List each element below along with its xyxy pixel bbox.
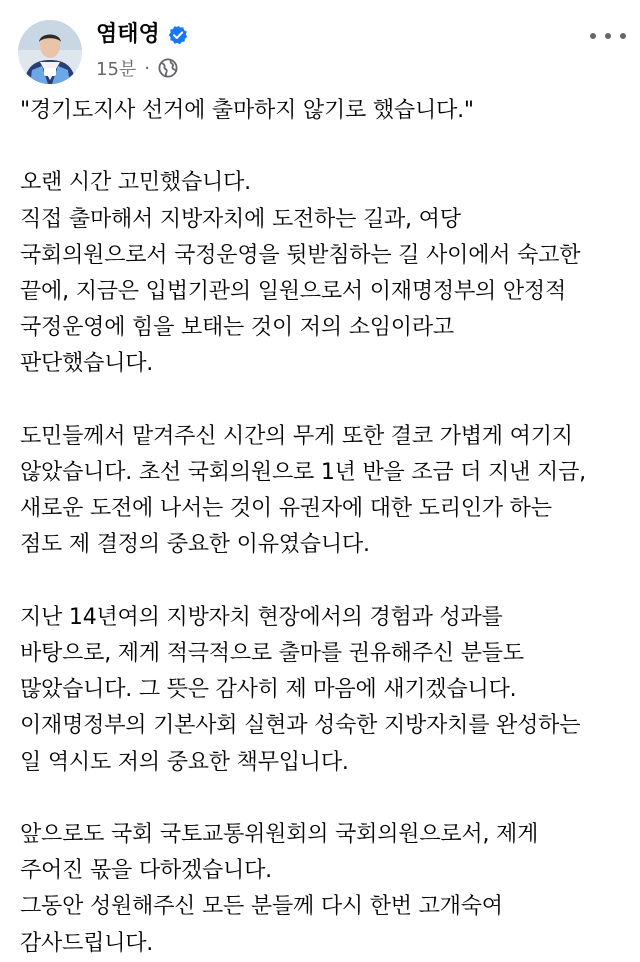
verified-badge-icon	[168, 25, 188, 45]
more-options-button[interactable]	[590, 26, 626, 46]
author-name[interactable]: 염태영	[96, 22, 160, 47]
avatar[interactable]	[18, 20, 82, 84]
post-meta	[96, 56, 178, 80]
post-paragraph	[20, 93, 630, 129]
post-text-line: 국회의원으로서 국정운영을 뒷받침하는 길 사이에서 숙고한	[20, 242, 581, 268]
post-body	[20, 93, 630, 962]
avatar-photo	[18, 20, 82, 84]
globe-icon[interactable]	[158, 58, 178, 78]
post-text-line: 그동안 성원해주신 모든 분들께 다시 한번 고개숙여	[20, 894, 503, 920]
post-paragraph	[20, 419, 630, 564]
post-text-line: 이재명정부의 기본사회 실현과 성숙한 지방자치를 완성하는	[20, 713, 581, 739]
post-text-line: 국정운영에 힘을 보태는 것이 저의 소임이라고	[20, 315, 454, 341]
post-paragraph	[20, 817, 630, 962]
post-text-line: 많았습니다. 그 뜻은 감사히 제 마음에 새기겠습니다.	[20, 677, 517, 703]
post-paragraph	[20, 600, 630, 781]
more-dot	[605, 33, 611, 39]
post-text-line: 오랜 시간 고민했습니다.	[20, 170, 251, 196]
post-text-line: 감사드립니다.	[20, 930, 154, 956]
post-text-line: 도민들께서 맡겨주신 시간의 무게 또한 결코 가볍게 여기지	[20, 423, 573, 449]
post-text-line: "경기도지사 선거에 출마하지 않기로 했습니다."	[20, 98, 474, 123]
post-text-line: 지난 14년여의 지방자치 현장에서의 경험과 성과를	[20, 604, 503, 630]
post-header	[0, 0, 640, 100]
post-text-line: 바탕으로, 제게 적극적으로 출마를 권유해주신 분들도	[20, 641, 524, 666]
more-dot	[620, 33, 626, 39]
post-text-line: 끝에, 지금은 입법기관의 일원으로서 이재명정부의 안정적	[20, 279, 567, 304]
post-text-line: 않았습니다. 초선 국회의원으로 1년 반을 조금 더 지낸 지금,	[20, 460, 586, 485]
meta-separator: ·	[144, 57, 151, 79]
post-text-line: 판단했습니다.	[20, 351, 154, 377]
post-paragraph	[20, 165, 630, 382]
post-text-line: 앞으로도 국회 국토교통위원회의 국회의원으로서, 제게	[20, 822, 539, 847]
post-text-line: 주어진 몫을 다하겠습니다.	[20, 858, 272, 884]
post-text-line: 점도 제 결정의 중요한 이유였습니다.	[20, 532, 370, 558]
post-text-line: 직접 출마해서 지방자치에 도전하는 길과, 여당	[20, 206, 461, 232]
post-text-line: 새로운 도전에 나서는 것이 유권자에 대한 도리인가 하는	[20, 496, 552, 522]
post-text-line: 일 역시도 저의 중요한 책무입니다.	[20, 749, 349, 775]
post-time[interactable]: 15분	[96, 59, 137, 80]
more-dot	[590, 33, 596, 39]
